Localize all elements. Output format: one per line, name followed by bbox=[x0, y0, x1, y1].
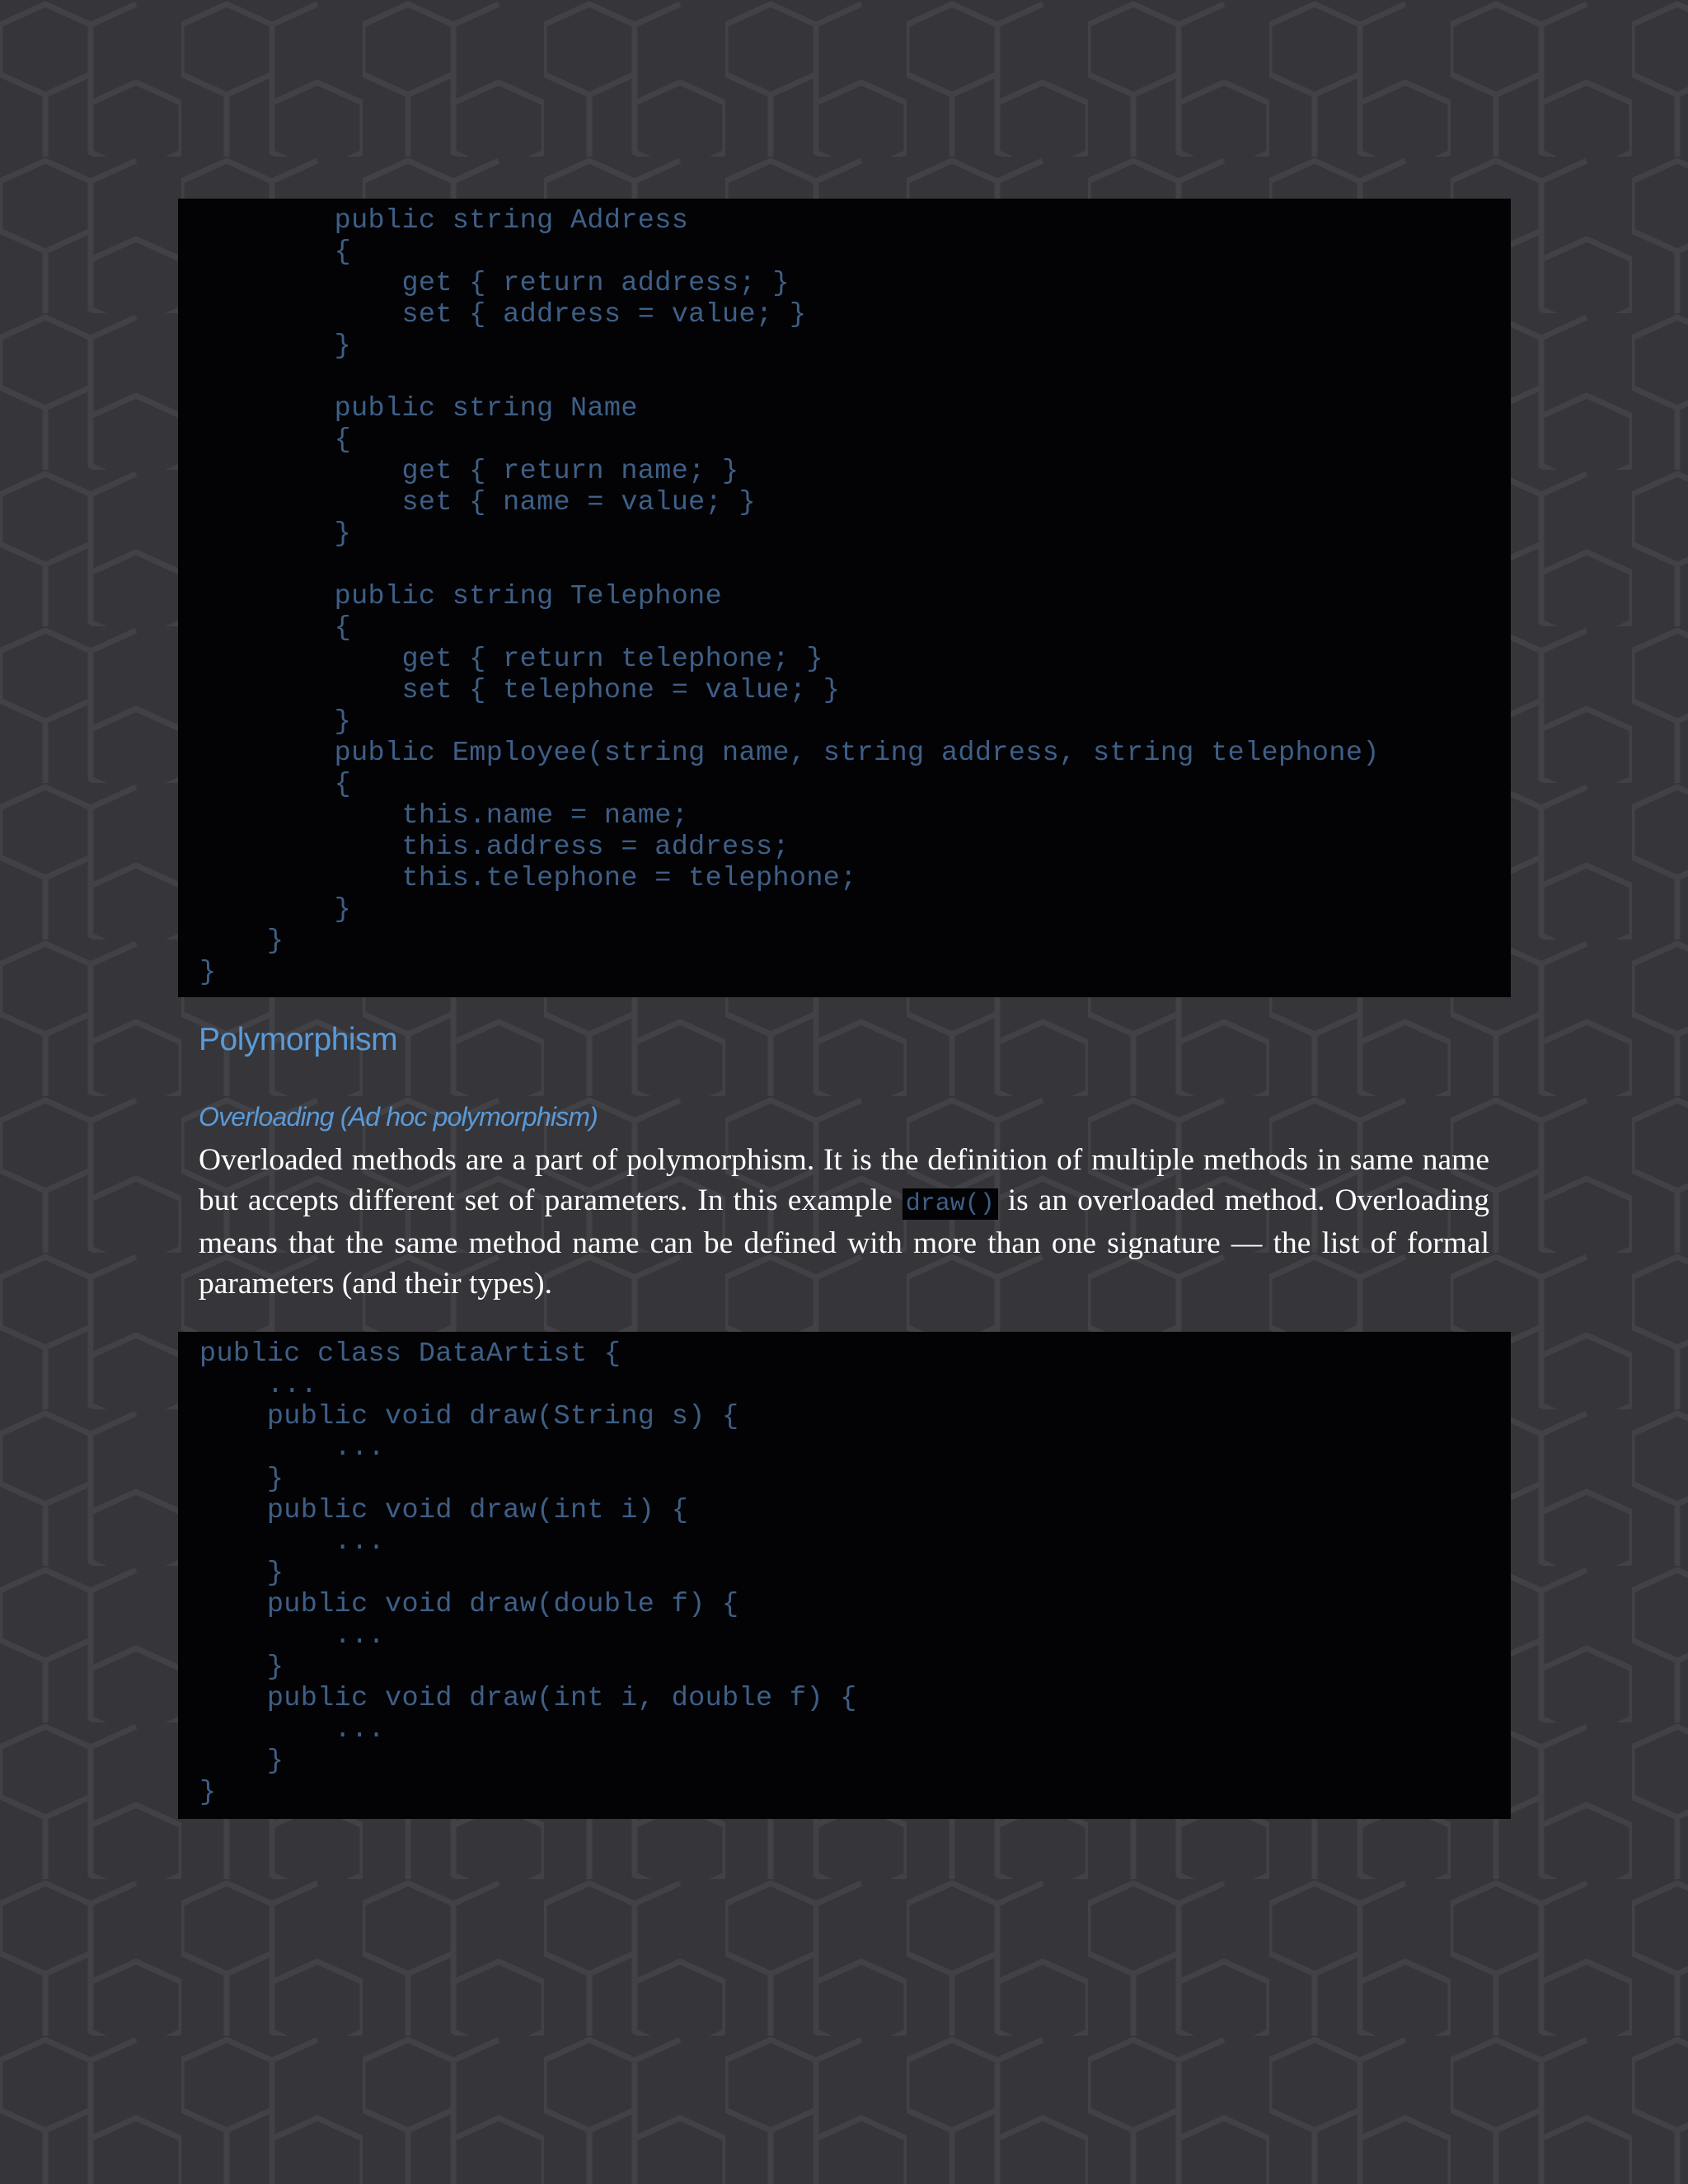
code-text: public string Address { get { return address; } set { address = value; } } public string Name { get { return name; } set { name = value; } } public string Telephone { get { return telephone; } set { telephone = value; } } public Employee(string name, string address, string telephone) { this.name = name; this.address = address; this.telephone = telephone; } } } bbox=[199, 205, 1380, 988]
inline-code: draw() bbox=[903, 1188, 998, 1220]
code-block-employee-properties bbox=[178, 199, 1511, 997]
code-block-data-artist bbox=[178, 1332, 1511, 1819]
code-text: public class DataArtist { ... public void draw(String s) { ... } public void draw(int i) { ... } public void draw(double f) { ... } public void draw(int i, double f) { ... } } bbox=[199, 1338, 857, 1808]
paragraph-text-end: is an overloaded method. Overloading means that the same method name can be defined with more than one signature — the list of formal parameters (and their types). bbox=[199, 1183, 1489, 1301]
paragraph-text-start: Overloaded methods are a part of polymorphism. It is the definition of multiple methods in same name but accepts different set of parameters. In this example bbox=[199, 1143, 1489, 1217]
subsection-heading: Overloading (Ad hoc polymorphism) bbox=[199, 1102, 598, 1132]
section-heading: Polymorphism bbox=[199, 1022, 398, 1057]
body-paragraph bbox=[199, 1141, 1489, 1304]
